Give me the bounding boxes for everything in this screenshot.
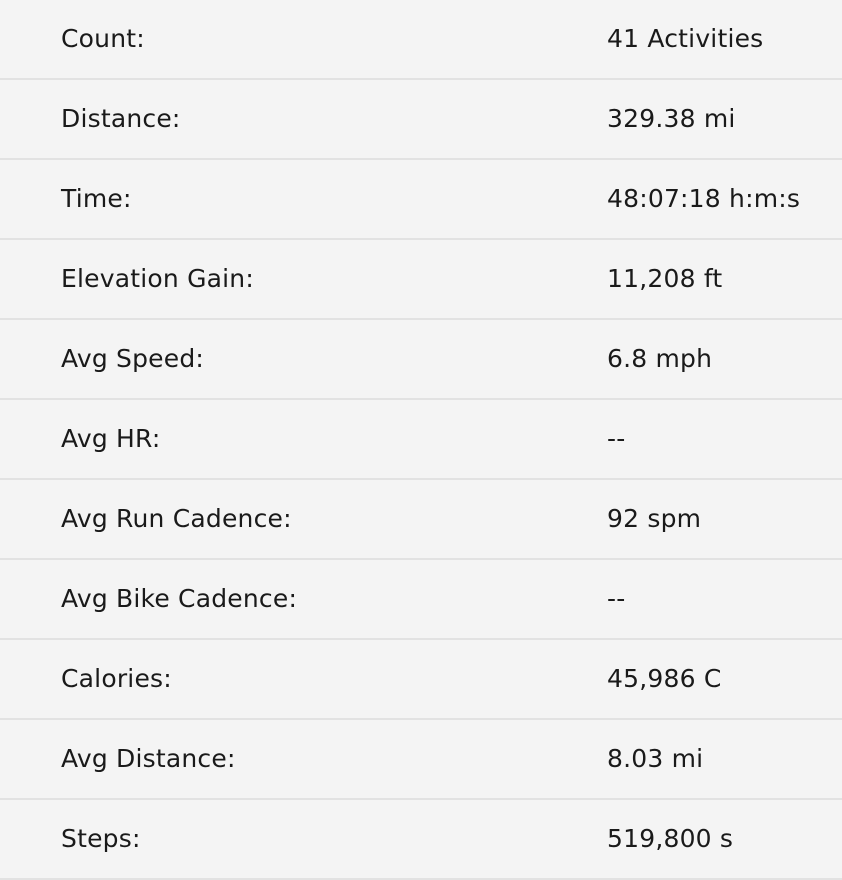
stat-label-avg-bike-cadence: Avg Bike Cadence: [61,584,298,613]
stat-value-distance: 329.38 mi [607,104,736,133]
stat-value-steps: 519,800 s [607,824,734,853]
stat-label-time: Time: [61,184,132,213]
stat-row-avg-hr [0,400,842,480]
stat-label-calories: Calories: [61,664,172,693]
stat-label-count: Count: [61,24,145,53]
stat-row-avg-distance [0,720,842,800]
stat-value-elevation-gain: 11,208 ft [607,264,723,293]
stat-value-avg-distance: 8.03 mi [607,744,704,773]
stat-value-calories: 45,986 C [607,664,722,693]
stat-label-avg-distance: Avg Distance: [61,744,236,773]
stat-label-avg-hr: Avg HR: [61,424,161,453]
stat-value-avg-bike-cadence: -- [607,584,626,613]
stat-label-distance: Distance: [61,104,181,133]
stat-row-calories [0,640,842,720]
stat-row-count [0,0,842,80]
stat-label-avg-run-cadence: Avg Run Cadence: [61,504,292,533]
stat-value-count: 41 Activities [607,24,764,53]
stat-label-steps: Steps: [61,824,141,853]
stat-row-steps [0,800,842,880]
stat-row-time [0,160,842,240]
stat-row-elevation-gain [0,240,842,320]
stat-value-avg-run-cadence: 92 spm [607,504,702,533]
stat-label-elevation-gain: Elevation Gain: [61,264,254,293]
stat-row-avg-bike-cadence [0,560,842,640]
stat-row-distance [0,80,842,160]
stat-value-avg-hr: -- [607,424,626,453]
stat-row-avg-speed [0,320,842,400]
stat-value-time: 48:07:18 h:m:s [607,184,801,213]
stat-row-avg-run-cadence [0,480,842,560]
stat-label-avg-speed: Avg Speed: [61,344,205,373]
stat-value-avg-speed: 6.8 mph [607,344,713,373]
